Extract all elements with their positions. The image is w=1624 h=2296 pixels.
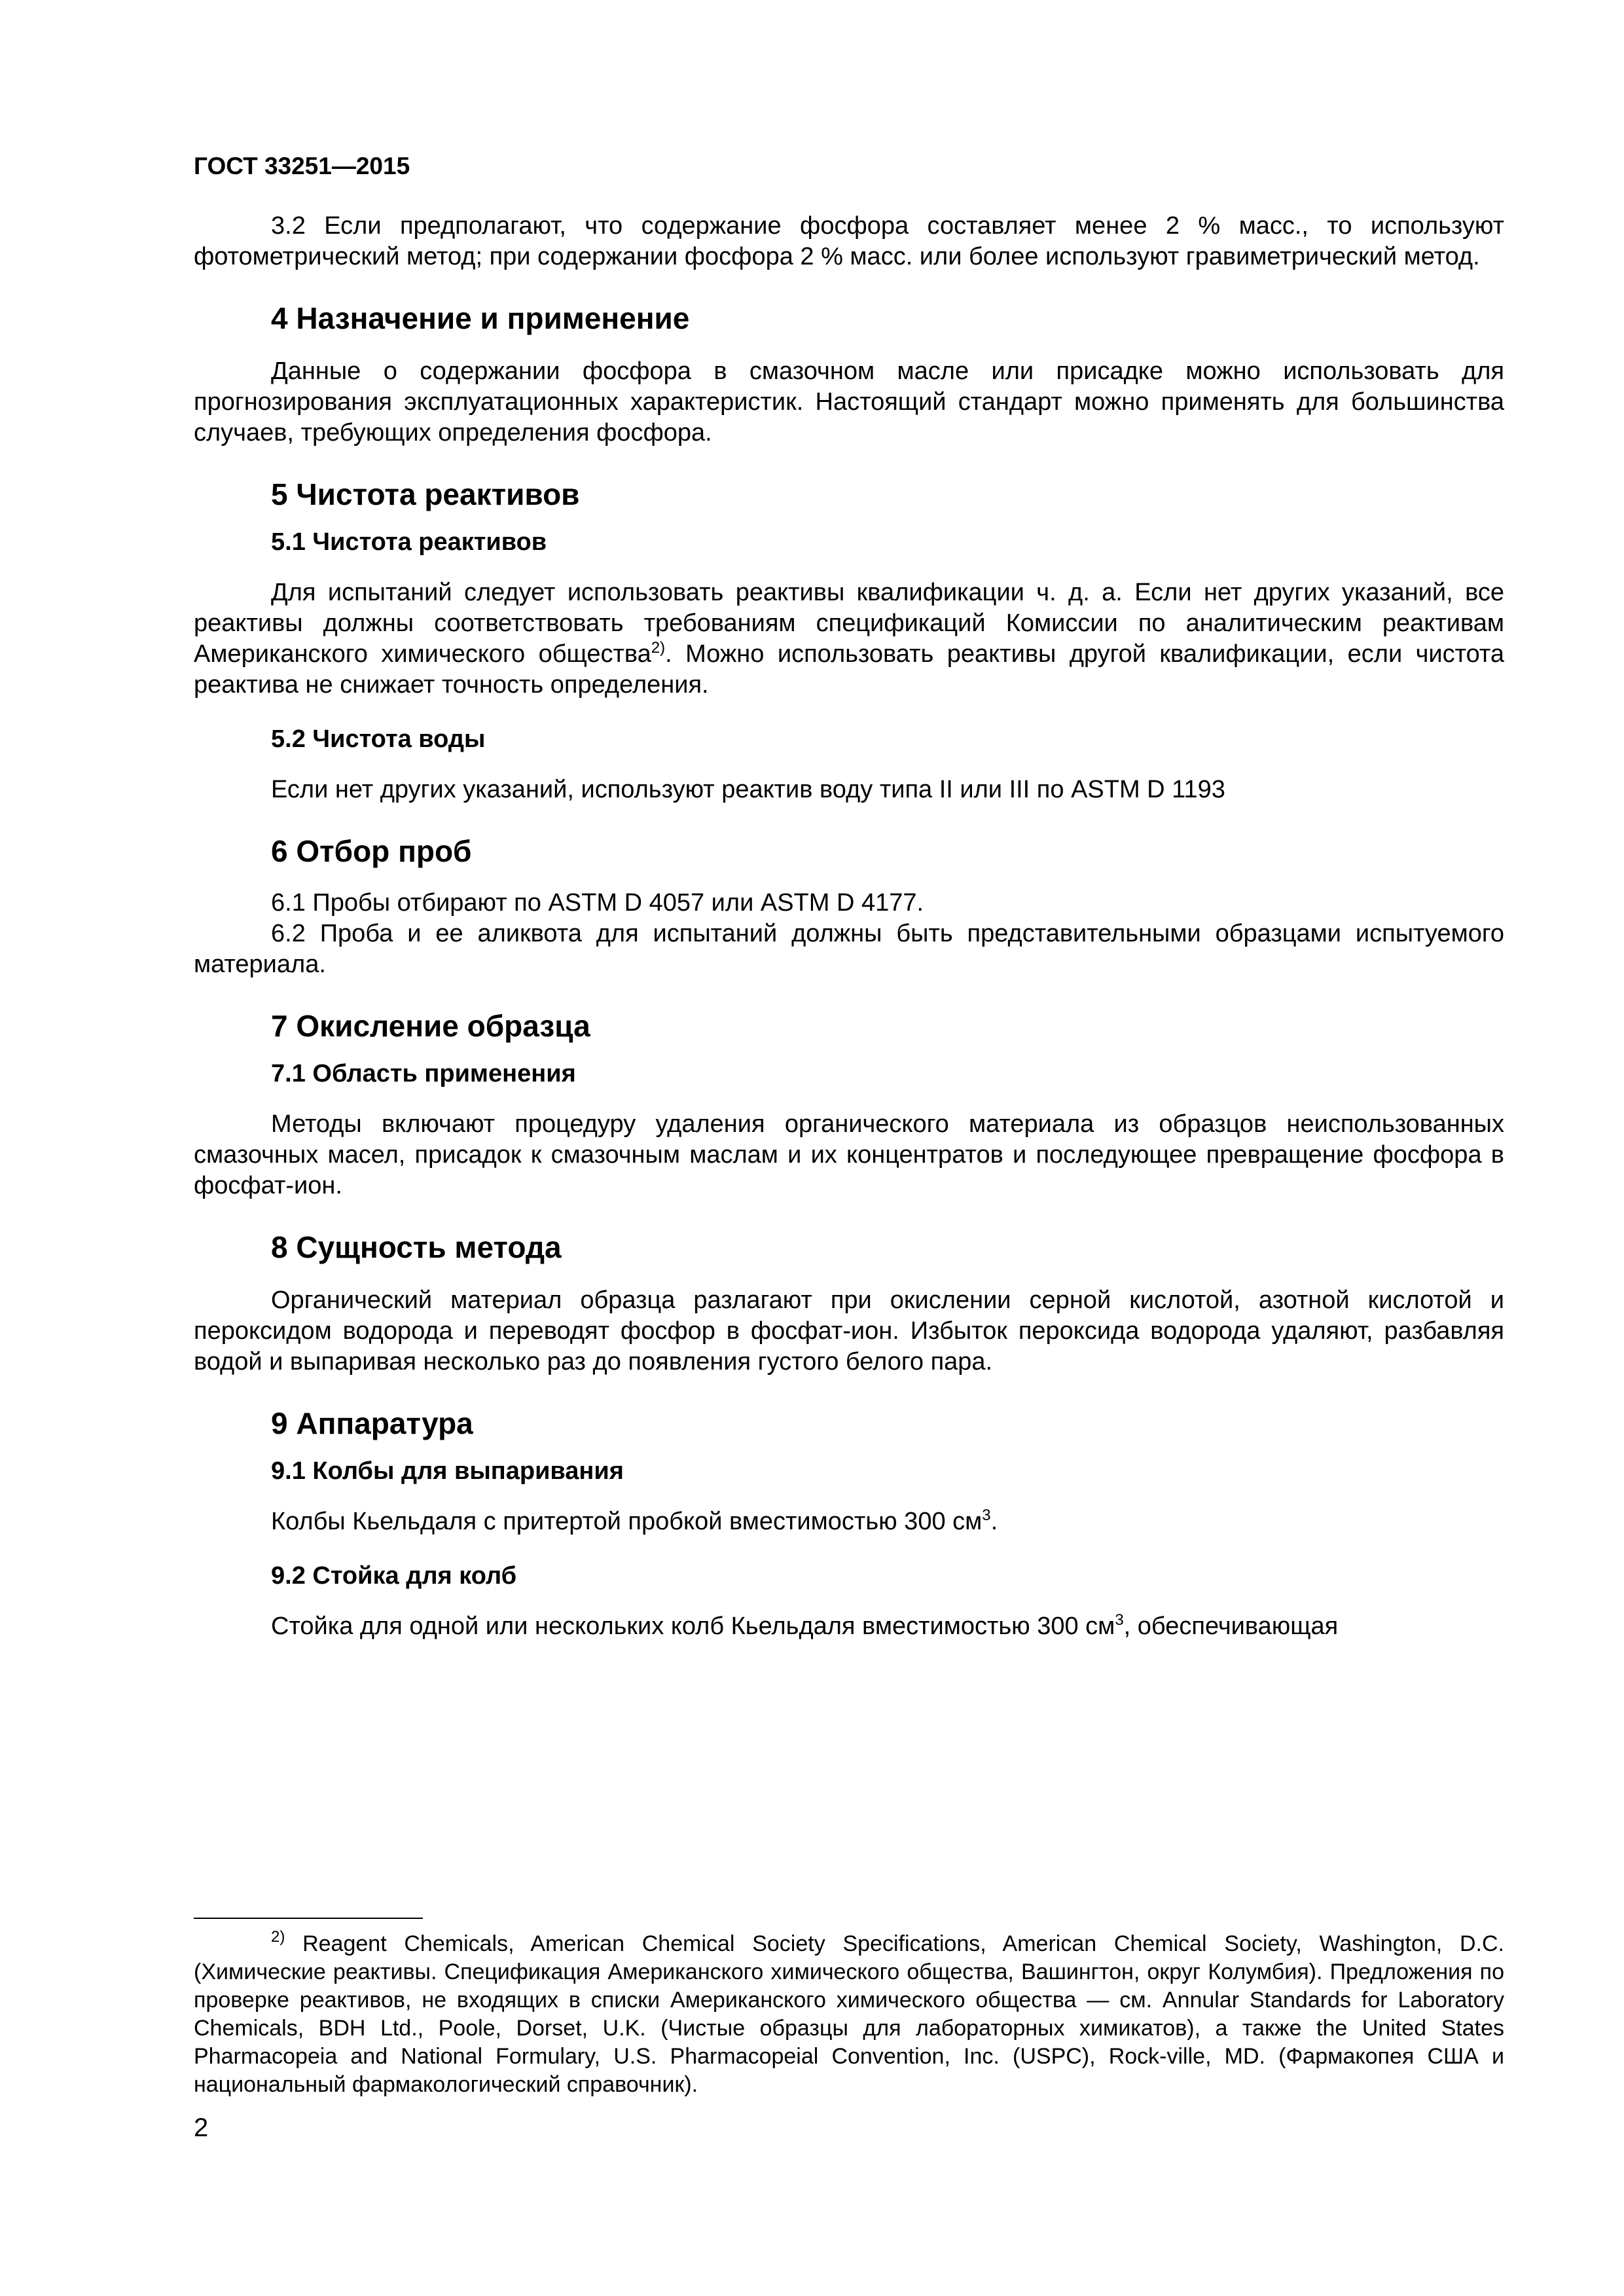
section-4-text: Данные о содержании фосфора в смазочном масле или присадке можно использовать для прогнозирования эксплуатационных характеристик. Настоящий стандарт можно применять для большинства случаев, требующих определения фосфора. [194,357,1504,446]
section-8-text: Органический материал образца разлагают при окислении серной кислотой, азотной кислотой и пероксидом водорода и переводят фосфор в фосфат-ион. Избыток пероксида водорода удаляют, разбавляя водой и выпаривая несколько раз до появления густого белого пара. [194,1286,1504,1376]
section-7-heading: 7 Окисление образца [271,1009,590,1043]
superscript-3: 3 [1115,1611,1124,1629]
subsection-5-2-text: Если нет других указаний, используют реактив воду типа II или III по ASTM D 1193 [271,776,1225,803]
page-number: 2 [194,2113,209,2142]
section-4-heading: 4 Назначение и применение [271,301,690,335]
subsection-5-1-text [194,577,1504,701]
subsection-5-1-heading: 5.1 Чистота реактивов [271,528,547,556]
subsection-7-1-heading: 7.1 Область применения [271,1060,576,1087]
document-page [194,152,1504,1642]
subsection-7-1-text: Методы включают процедуру удаления органического материала из образцов неиспользованных смазочных масел, присадок к смазочным маслам и их концентратов и последующее превращение фосфора в фосфат-ион. [194,1110,1504,1199]
subsection-9-2-heading: 9.2 Стойка для колб [271,1562,517,1590]
paragraph-6-1: 6.1 Пробы отбирают по ASTM D 4057 или ASTM D 4177. [271,889,924,917]
superscript-3: 3 [982,1506,991,1524]
section-5-heading: 5 Чистота реактивов [271,477,580,511]
footnote [194,1930,1504,2099]
subsection-5-2-heading: 5.2 Чистота воды [271,725,486,753]
footnote-separator [194,1918,423,1919]
subsection-9-1-text-b: . [990,1508,998,1535]
subsection-5-1-text-b: . Можно использовать реактивы другой квалификации, если чистота реактива не снижает точность определения. [194,640,1505,699]
subsection-9-2-text [194,1611,1504,1642]
paragraph-6-2: 6.2 Проба и ее аликвота для испытаний должны быть представительными образцами испытуемого материала. [194,920,1504,978]
footnote-text: Reagent Chemicals, American Chemical Society Specifications, American Chemical Society, Washington, D.C. (Химические реактивы. Спецификация Американского химического общества, Вашингтон, округ Колумбия). Предложения по проверке реактивов, не входящих в списки Американского химического общества — см. Annular Standards for Laboratory Chemicals, BDH Ltd., Poole, Dorset, U.K. (Чистые образцы для лабораторных химикатов), а также the United States Pharmacopeia and National Formulary, U.S. Pharmacopeial Convention, Inc. (USPC), Rock-ville, MD. (Фармакопея США и национальный фармакологический справочник). [194,1931,1504,2097]
subsection-9-1-text-a: Колбы Кьельдаля с притертой пробкой вместимостью 300 см [271,1508,983,1535]
subsection-5-1-text-a: Для испытаний следует использовать реактивы квалификации ч. д. а. Если нет других указаний, все реактивы должны соответствовать требованиям спецификаций Комиссии по аналитическим реактивам Американского химического общества [194,579,1504,668]
subsection-9-2-text-a: Стойка для одной или нескольких колб Кьельдаля вместимостью 300 см [271,1613,1115,1640]
subsection-9-1-heading: 9.1 Колбы для выпаривания [271,1457,624,1485]
section-9-heading: 9 Аппаратура [271,1406,473,1440]
paragraph-3-2: 3.2 Если предполагают, что содержание фосфора составляет менее 2 % масс., то используют фотометрический метод; при содержании фосфора 2 % масс. или более используют гравиметрический метод. [194,212,1504,270]
subsection-9-1-text [194,1506,1504,1537]
footnote-reference: 2) [651,639,666,657]
subsection-9-2-text-b: , обеспечивающая [1123,1613,1339,1640]
footnote-marker: 2) [271,1928,285,1946]
section-6-heading: 6 Отбор проб [271,834,472,868]
section-8-heading: 8 Сущность метода [271,1230,562,1264]
document-header: ГОСТ 33251—2015 [194,153,410,179]
